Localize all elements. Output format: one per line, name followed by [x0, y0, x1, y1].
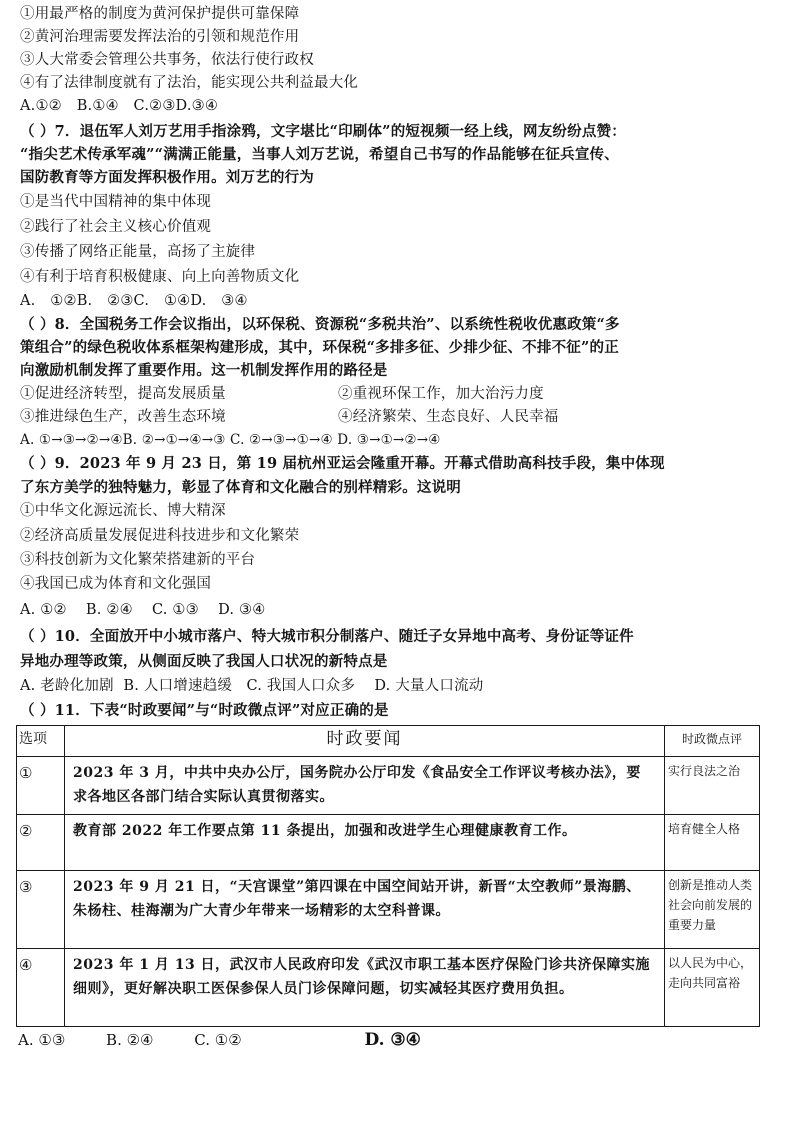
row-news: 2023 年 1 月 13 日，武汉市人民政府印发《武汉市职工基本医疗保险门诊共济保障实施细则》，更好解决职工医保参保人员门诊保障问题，切实减轻其医疗费用负担。 [65, 949, 665, 1027]
row-option: ③ [17, 871, 65, 949]
table-row [17, 871, 760, 949]
q8-option-1: ①促进经济转型，提高发展质量 [20, 386, 226, 402]
q7-answer-choices: A. ①②B. ②③C. ①④D. ③④ [20, 293, 248, 309]
row-option: ④ [17, 949, 65, 1027]
q8-answer-choices: A. ①→③→②→④B. ②→①→④→③ C. ②→③→①→④ D. ③→①→②→④ [20, 432, 441, 448]
row-comment: 培育健全人格 [665, 815, 760, 871]
row-comment: 创新是推动人类社会向前发展的重要力量 [665, 871, 760, 949]
q6-answer-choices: A.①② B.①④ C.②③D.③④ [20, 98, 219, 114]
q10-stem-line-2: 异地办理等政策，从侧面反映了我国人口状况的新特点是 [20, 653, 388, 670]
header-option: 选项 [17, 726, 65, 757]
q9-answer-choices: A. ①② B. ②④ C. ①③ D. ③④ [20, 602, 266, 618]
q6-option-2: ②黄河治理需要发挥法治的引领和规范作用 [20, 29, 300, 45]
q6-option-1: ①用最严格的制度为黄河保护提供可靠保障 [20, 6, 300, 22]
q7-option-2: ②践行了社会主义核心价值观 [20, 219, 212, 235]
q7-option-1: ①是当代中国精神的集中体现 [20, 194, 212, 210]
row-option: ② [17, 815, 65, 871]
q8-option-4: ④经济繁荣、生态良好、人民幸福 [338, 409, 559, 425]
q8-options-row-1 [20, 384, 780, 405]
q6-option-3: ③人大常委会管理公共事务，依法行使行政权 [20, 52, 314, 68]
current-affairs-table [16, 725, 760, 1027]
row-news: 2023 年 3 月，中共中央办公厅，国务院办公厅印发《食品安全工作评议考核办法》，要求各地区各部门结合实际认真贯彻落实。 [65, 757, 665, 815]
q10-stem-line-1: （ ）10．全面放开中小城市落户、特大城市积分制落户、随迁子女异地中高考、身份证等证件 [20, 628, 634, 645]
header-comment: 时政微点评 [665, 726, 760, 757]
row-news: 2023 年 9 月 21 日，“天宫课堂”第四课在中国空间站开讲，新晋“太空教师”景海鹏、朱杨柱、桂海潮为广大青少年带来一场精彩的太空科普课。 [65, 871, 665, 949]
q9-option-4: ④我国已成为体育和文化强国 [20, 576, 212, 592]
q9-stem-line-2: 了东方美学的独特魅力，彰显了体育和文化融合的别样精彩。这说明 [20, 479, 461, 496]
q8-stem-line-2: 策组合”的绿色税收体系框架构建形成，其中，环保税“多排多征、少排少征、不排不征”的正 [20, 339, 619, 356]
table-header-row [17, 726, 760, 757]
row-comment: 实行良法之治 [665, 757, 760, 815]
q6-option-4: ④有了法律制度就有了法治，能实现公共利益最大化 [20, 75, 359, 91]
row-news: 教育部 2022 年工作要点第 11 条提出，加强和改进学生心理健康教育工作。 [65, 815, 665, 871]
row-comment: 以人民为中心，走向共同富裕 [665, 949, 760, 1027]
q9-option-3: ③科技创新为文化繁荣搭建新的平台 [20, 552, 256, 568]
q11-answer-a: A. ①③ [18, 1031, 66, 1049]
table-row [17, 815, 760, 871]
q7-stem-line-3: 国防教育等方面发挥积极作用。刘万艺的行为 [20, 169, 314, 186]
q8-options-row-2 [20, 407, 780, 428]
q11-answer-c: C. ①② [194, 1031, 242, 1049]
row-option: ① [17, 757, 65, 815]
q7-option-3: ③传播了网络正能量，高扬了主旋律 [20, 244, 256, 260]
table-row [17, 949, 760, 1027]
q7-option-4: ④有利于培育积极健康、向上向善物质文化 [20, 269, 300, 285]
q11-answer-choices [18, 1030, 457, 1050]
q11-answer-d: D. ③④ [364, 1030, 421, 1050]
table-row [17, 757, 760, 815]
q11-stem: （ ）11．下表“时政要闻”与“时政微点评”对应正确的是 [20, 702, 389, 719]
q7-stem-line-2: “指尖艺术传承军魂”“满满正能量，当事人刘万艺说，希望自己书写的作品能够在征兵宣传、 [20, 146, 619, 163]
q9-option-1: ①中华文化源远流长、博大精深 [20, 503, 226, 519]
q7-stem-line-1: （ ）7．退伍军人刘万艺用手指涂鸦，文字堪比“印刷体”的短视频一经上线，网友纷纷点赞： [20, 123, 626, 140]
q9-option-2: ②经济高质量发展促进科技进步和文化繁荣 [20, 528, 300, 544]
q9-stem-line-1: （ ）9．2023 年 9 月 23 日，第 19 届杭州亚运会隆重开幕。开幕式借助高科技手段，集中体现 [20, 455, 665, 472]
q8-stem-line-3: 向激励机制发挥了重要作用。这一机制发挥作用的路径是 [20, 362, 388, 379]
q8-option-2: ②重视环保工作，加大治污力度 [338, 386, 544, 402]
q11-answer-b: B. ②④ [106, 1031, 154, 1049]
header-news: 时政要闻 [65, 726, 665, 757]
q8-stem-line-1: （ ）8．全国税务工作会议指出，以环保税、资源税“多税共治”、以系统性税收优惠政策“多 [20, 316, 620, 333]
q8-option-3: ③推进绿色生产，改善生态环境 [20, 409, 226, 425]
q10-answer-choices: A. 老龄化加剧 B. 人口增速趋缓 C. 我国人口众多 D. 大量人口流动 [20, 678, 484, 694]
